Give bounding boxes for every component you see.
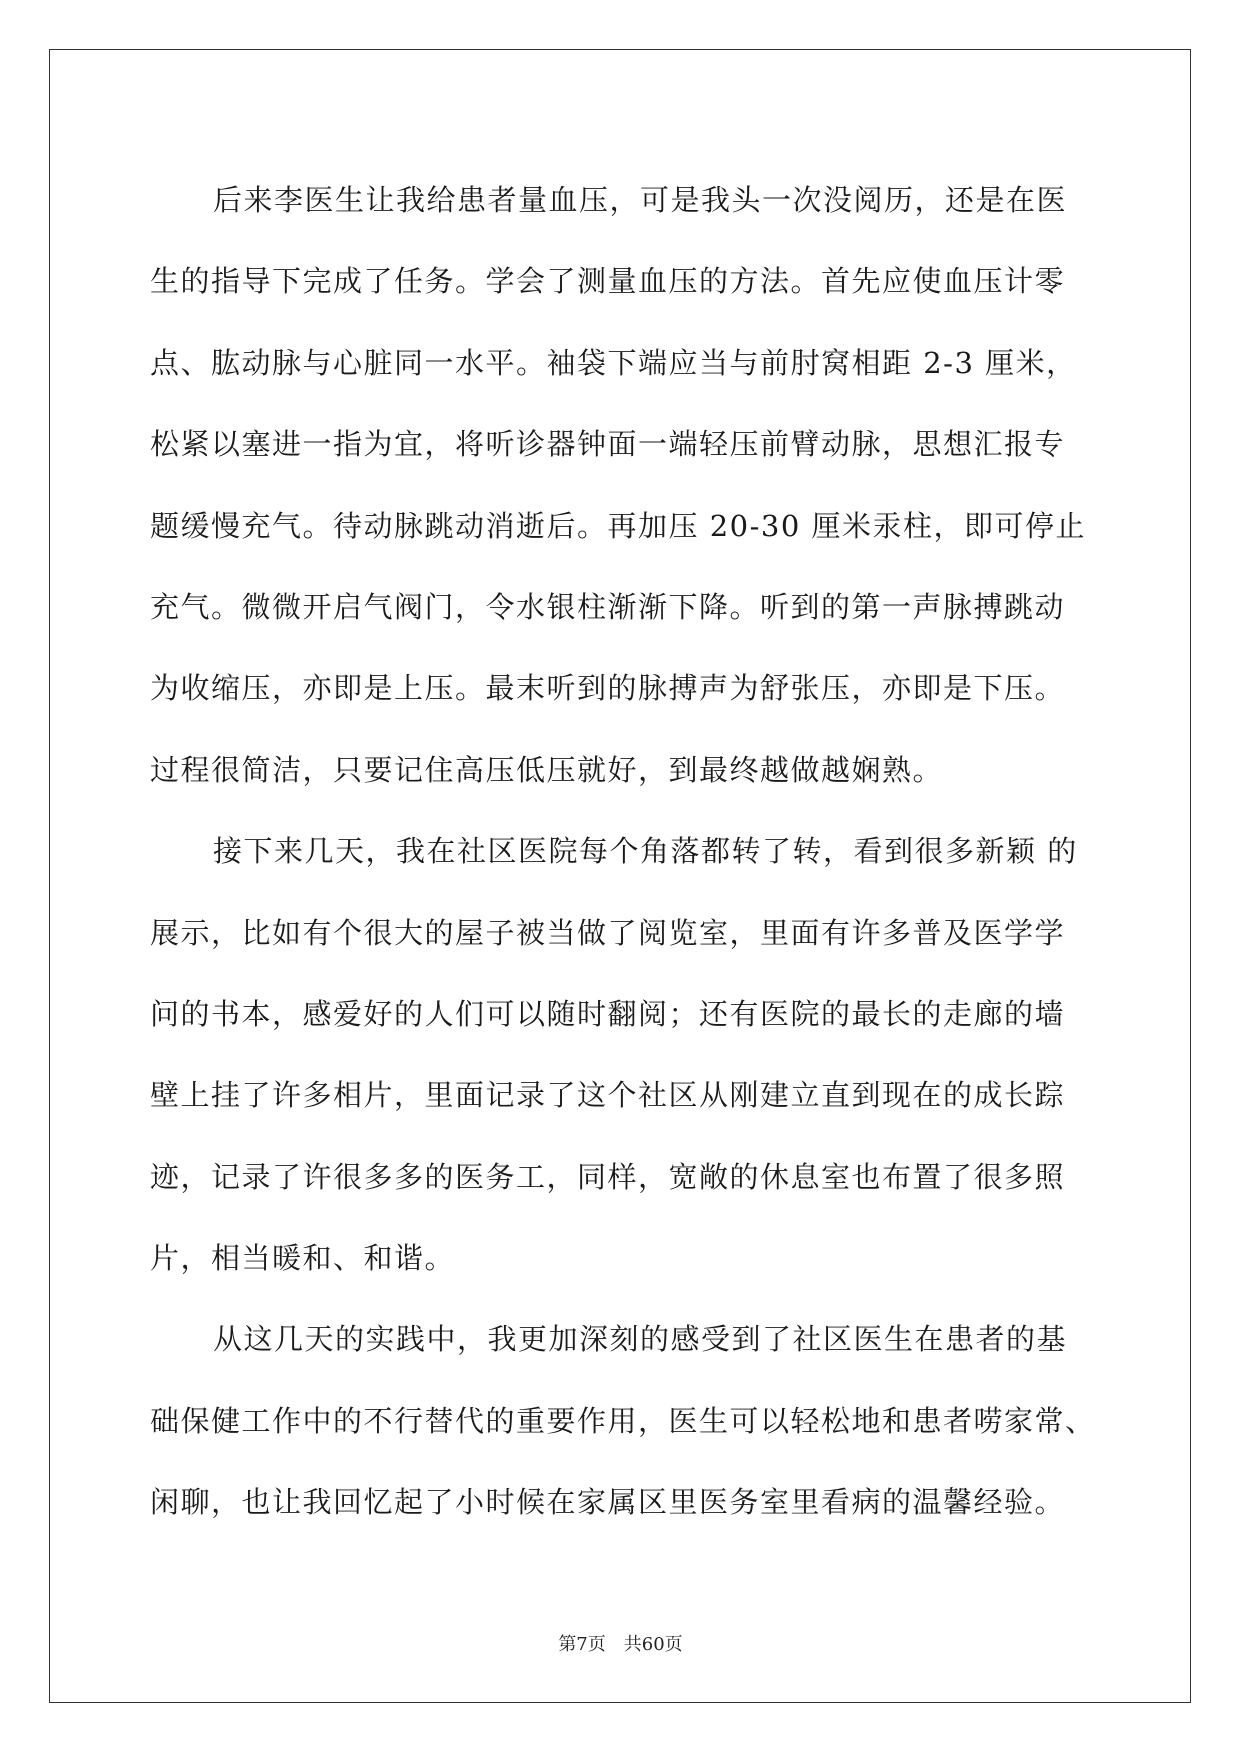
paragraph-1-line-4: 松紧以塞进一指为宜，将听诊器钟面一端轻压前臂动脉，思想汇报专	[150, 427, 1066, 462]
paragraph-1-line-2: 生的指导下完成了任务。学会了测量血压的方法。首先应使血压计零	[150, 264, 1066, 299]
paragraph-3-line-3: 闲聊，也让我回忆起了小时候在家属区里医务室里看病的温馨经验。	[150, 1485, 1066, 1520]
paragraph-2-line-1: 接下来几天，我在社区医院每个角落都转了转，看到很多新颖 的	[213, 834, 1078, 869]
page-footer	[0, 1630, 1241, 1656]
paragraph-2-line-2: 展示，比如有个很大的屋子被当做了阅览室，里面有许多普及医学学	[150, 915, 1066, 950]
paragraph-1-line-6: 充气。微微开启气阀门，令水银柱渐渐下降。听到的第一声脉搏跳动	[150, 589, 1066, 624]
paragraph-2-line-4: 壁上挂了许多相片，里面记录了这个社区从刚建立直到现在的成长踪	[150, 1078, 1066, 1113]
paragraph-1-line-1: 后来李医生让我给患者量血压，可是我头一次没阅历，还是在医	[213, 183, 1068, 217]
paragraph-1-line-7: 为收缩压，亦即是上压。最末听到的脉搏声为舒张压，亦即是下压。	[150, 671, 1066, 706]
page-total: 共60页	[623, 1634, 683, 1655]
paragraph-2-line-5: 迹，记录了许很多多的医务工，同样，宽敞的休息室也布置了很多照	[150, 1159, 1066, 1194]
paragraph-1-line-5: 题缓慢充气。待动脉跳动消逝后。再加压 20-30 厘米汞柱，即可停止	[150, 508, 1087, 543]
paragraph-2-line-6: 片，相当暖和、和谐。	[150, 1241, 456, 1276]
paragraph-3-line-2: 础保健工作中的不行替代的重要作用，医生可以轻松地和患者唠家常、	[150, 1403, 1096, 1438]
paragraph-3-line-1: 从这几天的实践中，我更加深刻的感受到了社区医生在患者的基	[213, 1322, 1068, 1357]
paragraph-2-line-3: 问的书本，感爱好的人们可以随时翻阅；还有医院的最长的走廊的墙	[150, 996, 1066, 1031]
document-body	[150, 160, 1096, 1544]
paragraph-1-line-3: 点、肱动脉与心脏同一水平。袖袋下端应当与前肘窝相距 2-3 厘米，	[150, 345, 1077, 380]
page-number: 第7页	[558, 1634, 606, 1655]
paragraph-1-line-8: 过程很简洁，只要记住高压低压就好，到最终越做越娴熟。	[150, 752, 944, 787]
